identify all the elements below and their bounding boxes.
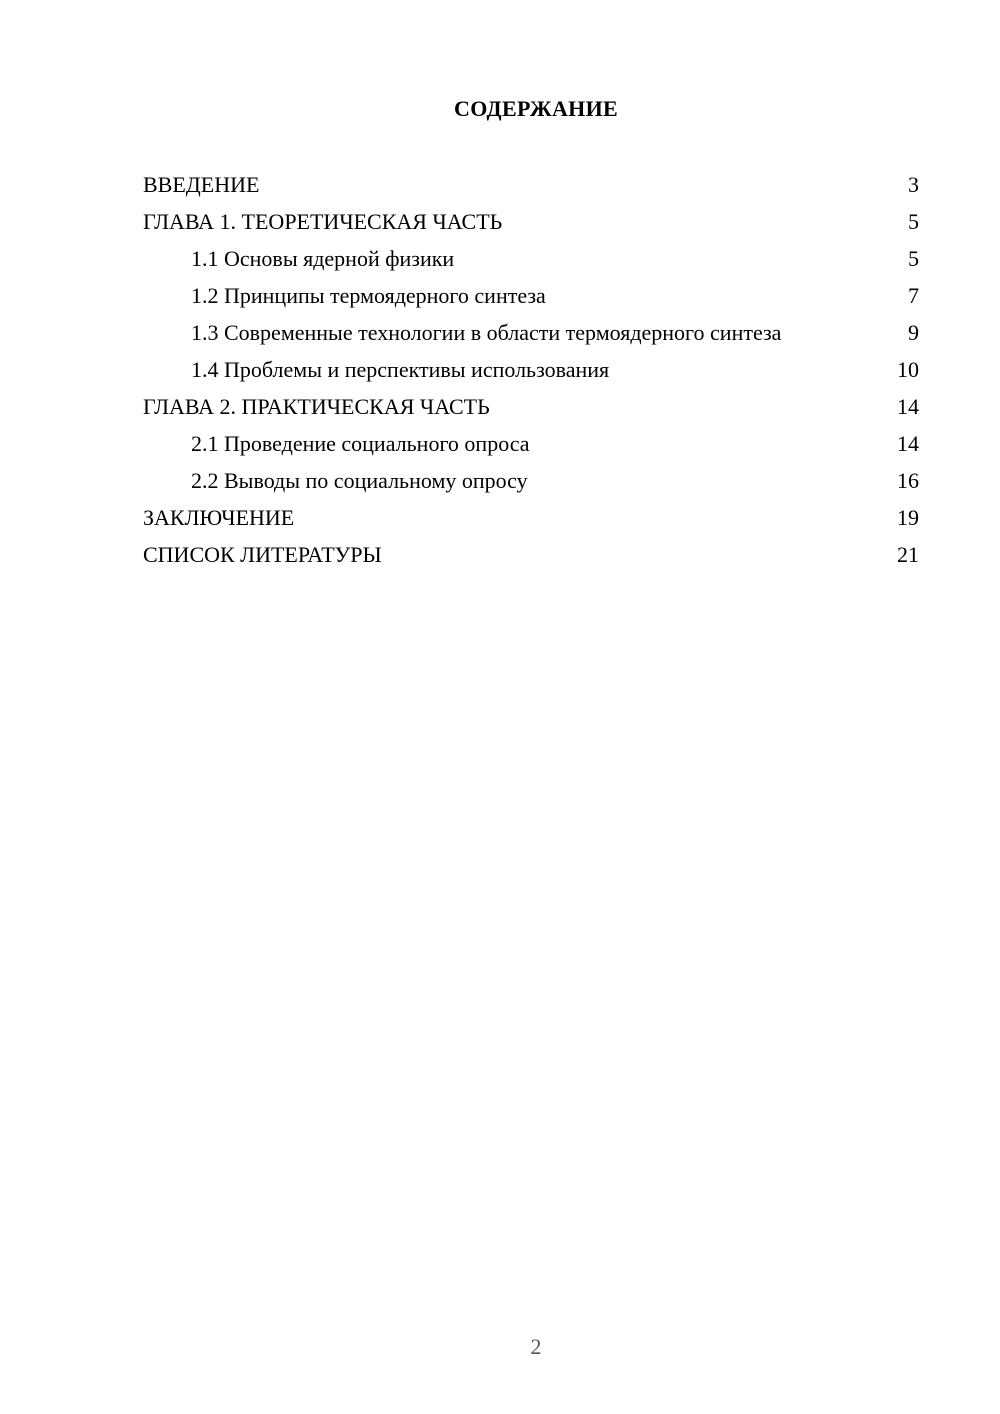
toc-entry-page: 9 [908, 320, 919, 345]
toc-entry-text: 2.1 Проведение социального опроса [191, 431, 530, 456]
toc-entry-introduction [143, 171, 919, 198]
toc-entry-section-1-3 [143, 319, 919, 346]
toc-entry-text: ГЛАВА 1. ТЕОРЕТИЧЕСКАЯ ЧАСТЬ [143, 209, 503, 234]
page-number: 2 [530, 1334, 542, 1359]
toc-entry-page: 19 [897, 505, 919, 530]
toc-entry-text: 1.1 Основы ядерной физики [191, 246, 455, 271]
toc-entry-chapter-2 [143, 393, 919, 420]
toc-entry-references [143, 541, 919, 568]
toc-entry-page: 14 [897, 394, 919, 419]
toc-entry-section-2-1 [143, 430, 919, 457]
toc-entry-page: 21 [897, 542, 919, 567]
toc-entry-chapter-1 [143, 208, 919, 235]
toc-entry-page: 16 [897, 468, 919, 493]
toc-entry-page: 3 [908, 172, 919, 197]
toc-entry-page: 10 [897, 357, 919, 382]
toc-entry-section-1-4 [143, 356, 919, 383]
toc-entry-text: 2.2 Выводы по социальному опросу [191, 468, 528, 493]
toc-entry-section-1-2 [143, 282, 919, 309]
toc-entry-page: 5 [908, 246, 919, 271]
toc-entry-section-1-1 [143, 245, 919, 272]
toc-entry-conclusion [143, 504, 919, 531]
toc-entry-page: 14 [897, 431, 919, 456]
document-title: СОДЕРЖАНИЕ [454, 96, 618, 121]
toc-entry-section-2-2 [143, 467, 919, 494]
toc-entry-text: ЗАКЛЮЧЕНИЕ [143, 505, 295, 530]
toc-entry-text: 1.2 Принципы термоядерного синтеза [191, 283, 546, 308]
toc-entry-page: 7 [908, 283, 919, 308]
toc-entry-text: 1.4 Проблемы и перспективы использования [191, 357, 610, 382]
toc-entry-text: 1.3 Современные технологии в области термоядерного синтеза [191, 320, 782, 345]
toc-entry-page: 5 [908, 209, 919, 234]
table-of-contents [143, 171, 919, 578]
toc-entry-text: ГЛАВА 2. ПРАКТИЧЕСКАЯ ЧАСТЬ [143, 394, 490, 419]
toc-entry-text: СПИСОК ЛИТЕРАТУРЫ [143, 542, 382, 567]
toc-entry-text: ВВЕДЕНИЕ [143, 172, 260, 197]
